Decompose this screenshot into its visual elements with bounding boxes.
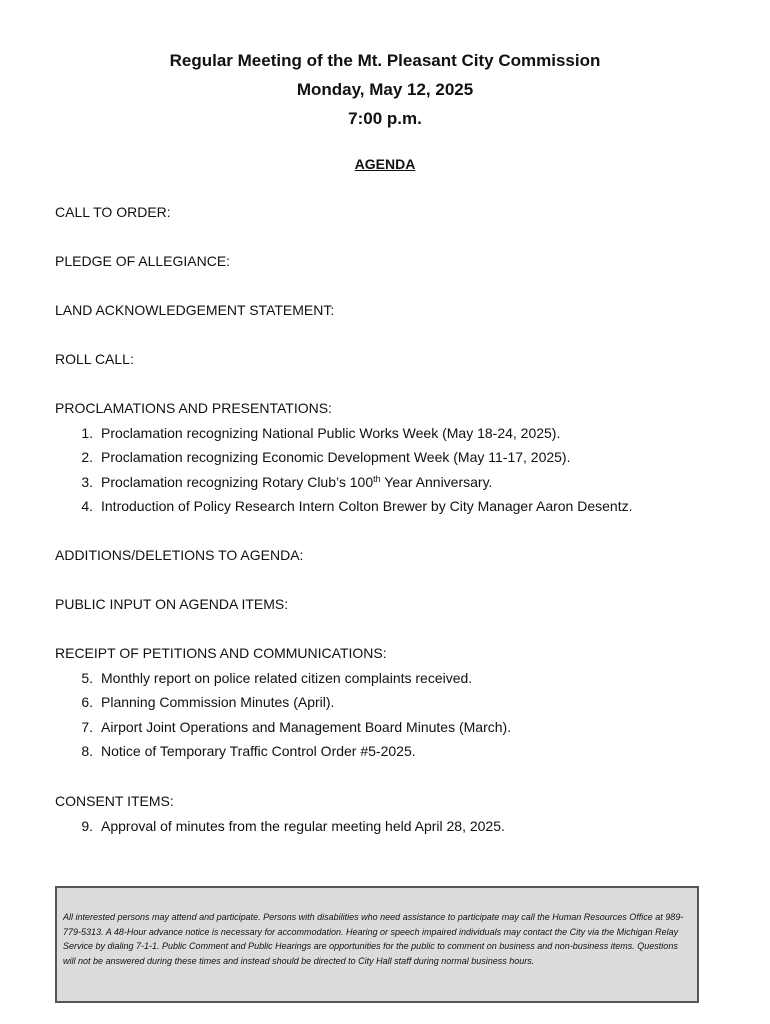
proclamations-list	[55, 421, 632, 519]
item-text: Notice of Temporary Traffic Control Order #5-2025.	[101, 743, 416, 759]
accessibility-notice-text: All interested persons may attend and participate. Persons with disabilities who need assistance to participate may call the Human Resources Office at 989-779-5313. A 48-Hour advance notice is necessary for accommodation. Hearing or speech impaired individuals may contact the City via the Michigan Relay Service by dialing 7-1-1. Public Comment and Public Hearings are opportunities for the public to comment on business and non-business items. Questions will not be answered during these times and instead should be directed to City Hall staff during normal business hours.	[63, 912, 684, 966]
petitions-list	[55, 666, 511, 764]
list-item	[55, 814, 505, 839]
list-item	[55, 690, 511, 715]
roll-call-heading: ROLL CALL:	[55, 351, 134, 367]
list-item	[55, 494, 632, 519]
item-number: 9.	[81, 817, 93, 834]
meeting-header	[0, 46, 770, 133]
item-number: 4.	[81, 498, 93, 514]
item-text: Planning Commission Minutes (April).	[101, 694, 335, 710]
proclamations-section	[55, 396, 632, 519]
item-text-before: Proclamation recognizing Rotary Club’s 100	[101, 473, 374, 490]
land-acknowledgement-heading: LAND ACKNOWLEDGEMENT STATEMENT:	[55, 302, 335, 318]
item-text: Proclamation recognizing Economic Development Week (May 11-17, 2025).	[101, 449, 571, 465]
list-item	[55, 470, 632, 495]
public-input-heading: PUBLIC INPUT ON AGENDA ITEMS:	[55, 596, 289, 612]
item-text	[101, 470, 492, 495]
petitions-section	[55, 641, 511, 764]
item-text: Introduction of Policy Research Intern Colton Brewer by City Manager Aaron Desentz.	[101, 498, 633, 514]
meeting-date: Monday, May 12, 2025	[296, 80, 474, 99]
item-number: 2.	[81, 449, 93, 465]
item-number: 8.	[81, 743, 93, 759]
item-text: Airport Joint Operations and Management Board Minutes (March).	[101, 718, 512, 735]
meeting-title: Regular Meeting of the Mt. Pleasant City Commission	[169, 51, 601, 70]
item-number: 7.	[81, 718, 93, 735]
meeting-time: 7:00 p.m.	[348, 109, 422, 128]
list-item	[55, 715, 511, 740]
consent-list	[55, 814, 505, 839]
proclamations-heading: PROCLAMATIONS AND PRESENTATIONS:	[55, 400, 332, 416]
item-text-after: Year Anniversary.	[380, 473, 493, 490]
petitions-heading: RECEIPT OF PETITIONS AND COMMUNICATIONS:	[55, 645, 387, 661]
consent-section	[55, 789, 505, 838]
list-item	[55, 421, 632, 446]
list-item	[55, 445, 632, 470]
ordinal-suffix: th	[373, 473, 381, 484]
list-item	[55, 739, 511, 764]
item-number: 1.	[81, 424, 93, 441]
consent-heading: CONSENT ITEMS:	[55, 793, 174, 809]
pledge-heading: PLEDGE OF ALLEGIANCE:	[55, 253, 231, 269]
accessibility-notice-box	[55, 886, 699, 1003]
additions-deletions-heading: ADDITIONS/DELETIONS TO AGENDA:	[55, 547, 304, 563]
item-number: 6.	[81, 694, 93, 710]
item-text: Approval of minutes from the regular meeting held April 28, 2025.	[101, 817, 505, 834]
agenda-label: AGENDA	[354, 156, 416, 172]
item-number: 5.	[81, 669, 93, 686]
item-text: Proclamation recognizing National Public Works Week (May 18-24, 2025).	[101, 424, 561, 441]
list-item	[55, 666, 511, 691]
item-text: Monthly report on police related citizen complaints received.	[101, 669, 473, 686]
call-to-order-heading: CALL TO ORDER:	[55, 204, 171, 220]
item-number: 3.	[81, 473, 93, 490]
